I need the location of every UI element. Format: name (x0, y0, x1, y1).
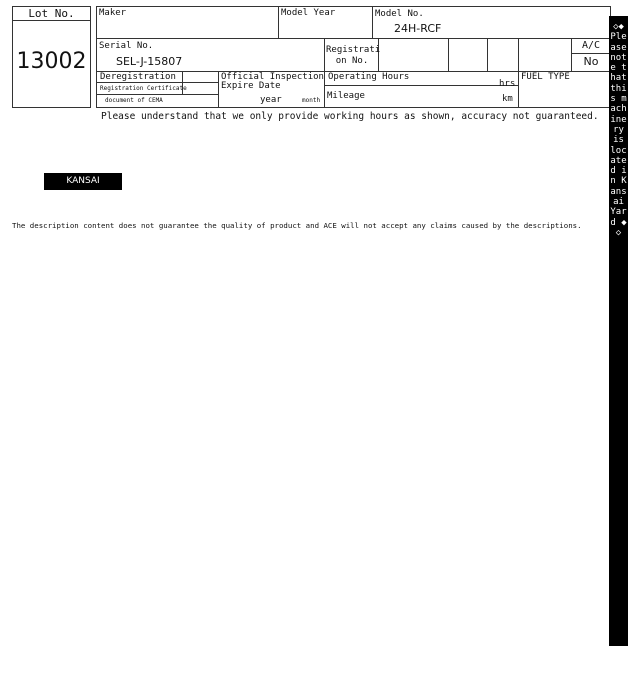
hours-notice: Please understand that we only provide working hours as shown, accuracy not guaranteed. (101, 111, 599, 122)
maker-label: Maker (99, 8, 127, 18)
dereg-divider-2 (96, 94, 218, 95)
col-divider-year (372, 6, 373, 38)
ac-label: A/C (581, 40, 601, 51)
col-divider-fuel (518, 38, 519, 108)
col-divider-reg2 (448, 38, 449, 71)
row-divider-1 (96, 38, 611, 39)
inspection-label-2: Expire Date (221, 81, 281, 91)
serial-no-label: Serial No. (99, 41, 154, 51)
inspection-year-label: year (260, 95, 282, 105)
inspection-label-1: Official Inspection (221, 72, 324, 82)
registration-no-label: Registrati on No. (326, 45, 381, 66)
lot-divider (12, 20, 91, 21)
mileage-unit: km (502, 94, 513, 104)
location-sidebar (609, 16, 628, 646)
location-badge: KANSAI (44, 173, 122, 190)
lot-number: 13002 (16, 49, 87, 74)
hours-divider (324, 85, 518, 86)
model-no-label: Model No. (375, 9, 424, 19)
serial-no-value: SEL-J-15807 (116, 55, 183, 68)
sidebar-location-notice: ◇◆ Please note that this machinery is located in Kansai Yard ◆◇ (610, 22, 627, 238)
disclaimer-text: The description content does not guarantee the quality of product and ACE will not accept any claims caused by the descriptions. (12, 221, 582, 230)
lot-label: Lot No. (28, 7, 75, 20)
col-divider-maker (278, 6, 279, 38)
fuel-type-label: FUEL TYPE (521, 72, 570, 82)
ac-divider (571, 53, 611, 54)
mileage-label: Mileage (327, 91, 365, 101)
col-divider-serial (324, 38, 325, 108)
model-year-label: Model Year (281, 8, 336, 18)
deregistration-label: Deregistration (100, 72, 176, 82)
operating-hours-label: Operating Hours (328, 72, 410, 82)
registration-certificate-label: Registration Certificate (100, 85, 187, 92)
inspection-month-label: month (302, 97, 321, 104)
operating-hours-unit: hrs (499, 79, 516, 89)
dereg-divider-1 (96, 82, 218, 83)
col-divider-inspection (218, 71, 219, 108)
cema-document-label: document of CEMA (105, 97, 163, 104)
model-no-value: 24H-RCF (394, 22, 442, 35)
ac-value: No (583, 55, 599, 68)
col-divider-reg3 (487, 38, 488, 71)
